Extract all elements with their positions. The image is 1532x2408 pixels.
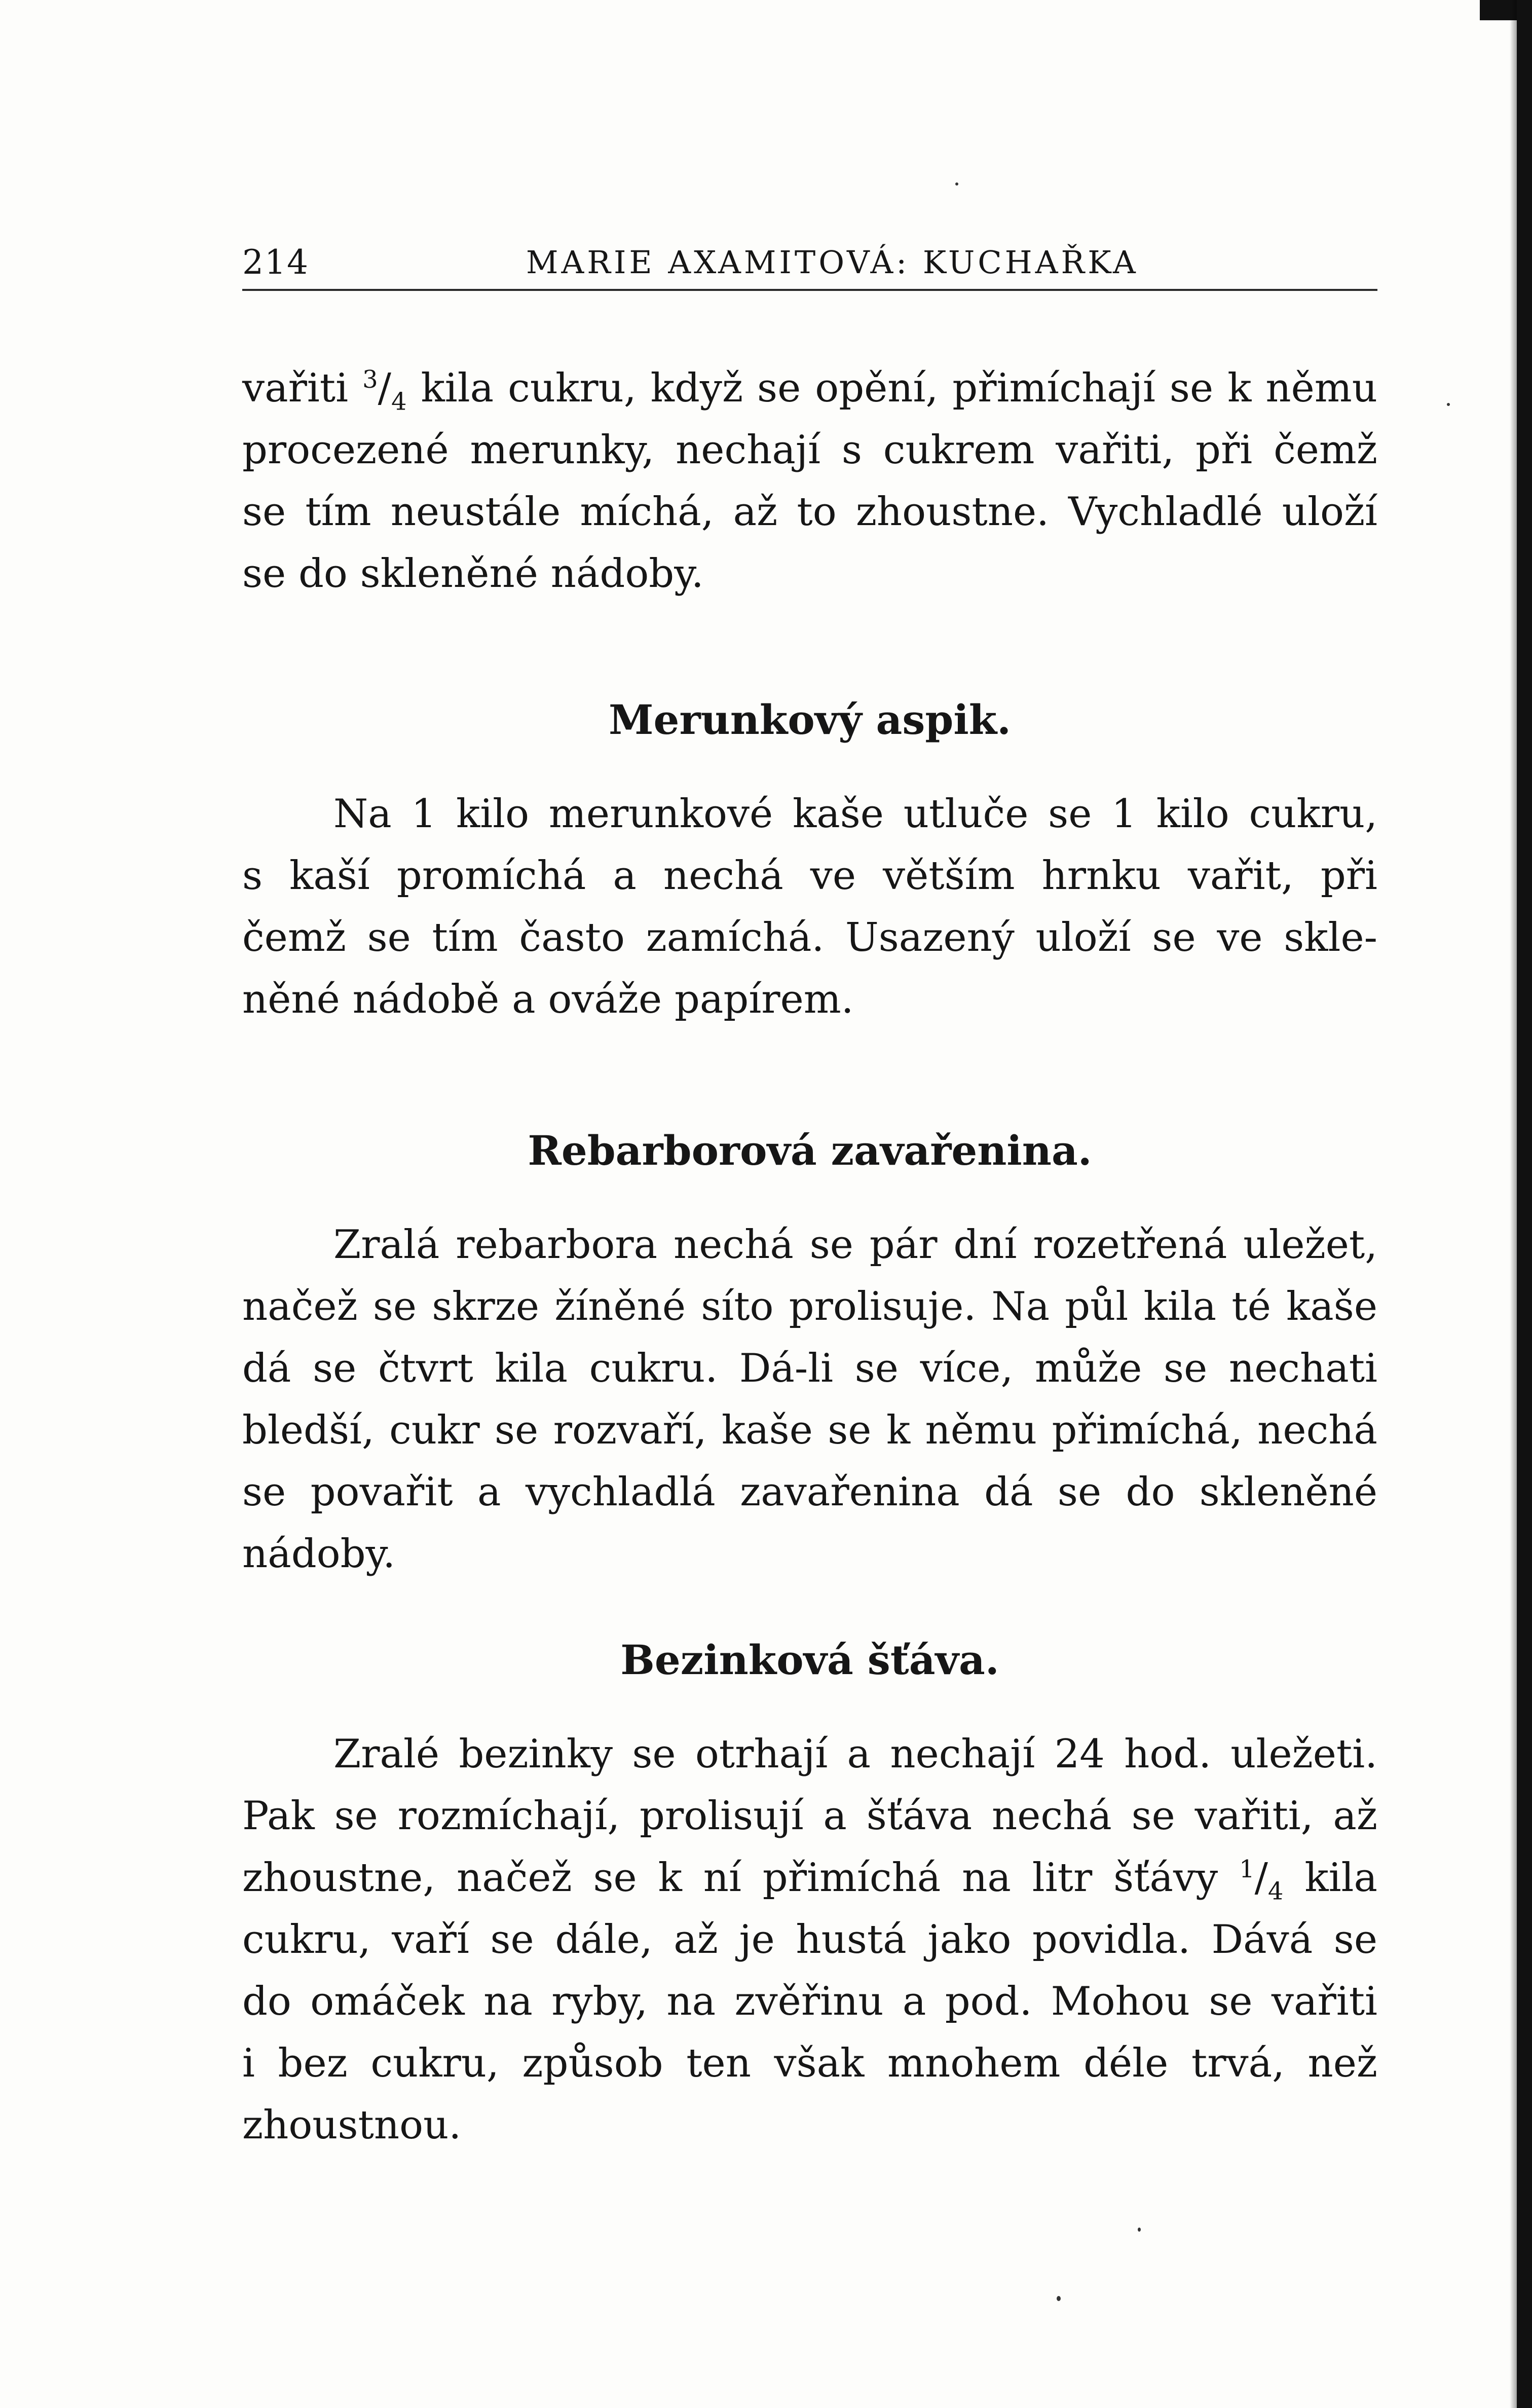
text-line: i bez cukru, způsob ten však mnohem déle trvá, než xyxy=(242,2041,1377,2086)
page-number: 214 xyxy=(242,243,309,282)
text-line: do omáček na ryby, na zvěřinu a pod. Mohou se vařiti xyxy=(242,1979,1377,2024)
text-line: s kaší promíchá a nechá ve větším hrnku vařit, při xyxy=(242,853,1377,899)
running-title: MARIE AXAMITOVÁ: KUCHAŘKA xyxy=(526,244,1139,281)
section-heading-merunkovy-aspik: Merunkový aspik. xyxy=(608,696,1012,744)
section-heading-bezinkova-stava: Bezinková šťáva. xyxy=(620,1636,999,1684)
text-run: zhoustne, načež se k ní přimíchá na litr šťávy xyxy=(242,1855,1240,1901)
fraction-numerator: 3 xyxy=(362,365,378,394)
text-line: Pak se rozmíchají, prolisují a šťáva nechá se vařiti, až xyxy=(242,1793,1377,1839)
section-body-bezinkova-stava xyxy=(242,1723,1377,2156)
text-line: čemž se tím často zamíchá. Usazený uloží se ve skle- xyxy=(242,915,1377,960)
text-line: načež se skrze žíněné síto prolisuje. Na půl kila té kaše xyxy=(242,1284,1377,1329)
text-line: nádoby. xyxy=(242,1531,396,1577)
text-run: kila xyxy=(1283,1855,1377,1901)
scan-speck xyxy=(1138,2228,1141,2232)
fraction-denominator: 4 xyxy=(391,387,407,416)
fraction-one-quarter xyxy=(1239,1855,1284,1906)
text-line: procezené merunky, nechají s cukrem vařiti, při čemž xyxy=(242,427,1377,473)
fraction-slash: / xyxy=(378,365,391,411)
text-line: Zralá rebarbora nechá se pár dní rozetřená uležet, xyxy=(333,1222,1377,1268)
section-body-merunkovy-aspik xyxy=(242,783,1377,1030)
section-heading-rebarborova-zavarenina: Rebarborová zavařenina. xyxy=(528,1127,1092,1174)
text-line: cukru, vaří se dále, až je hustá jako povidla. Dává se xyxy=(242,1917,1377,1962)
text-line xyxy=(242,357,1377,419)
text-line: se povařit a vychladlá zavařenina dá se do skleněné xyxy=(242,1469,1377,1515)
binding-shadow xyxy=(1510,0,1517,2408)
scan-speck xyxy=(955,182,958,186)
text-run: kila cukru, když se opění, přimíchají se k němu xyxy=(406,365,1377,411)
text-line: bledší, cukr se rozvaří, kaše se k němu přimíchá, nechá xyxy=(242,1407,1377,1453)
scan-speck xyxy=(1447,403,1450,406)
fraction-three-quarters xyxy=(362,365,407,416)
text-line: dá se čtvrt kila cukru. Dá-li se více, může se nechati xyxy=(242,1346,1377,1391)
intro-paragraph xyxy=(242,357,1377,605)
text-line: Na 1 kilo merunkové kaše utluče se 1 kilo cukru, xyxy=(333,791,1377,837)
text-run: vařiti xyxy=(242,365,363,411)
scan-speck xyxy=(1057,2296,1061,2301)
running-head xyxy=(242,238,1377,291)
text-line: zhoustnou. xyxy=(242,2102,462,2148)
text-line: se tím neustále míchá, až to zhoustne. Vychladlé uloží xyxy=(242,489,1377,535)
fraction-denominator: 4 xyxy=(1267,1877,1284,1906)
text-line: se do skleněné nádoby. xyxy=(242,551,704,597)
text-line xyxy=(242,1847,1377,1909)
fraction-slash: / xyxy=(1254,1855,1268,1901)
text-line: něné nádobě a ováže papírem. xyxy=(242,977,854,1022)
text-line: Zralé bezinky se otrhají a nechají 24 hod. uležeti. xyxy=(333,1731,1377,1777)
scan-edge-right xyxy=(1517,0,1532,2408)
fraction-numerator: 1 xyxy=(1239,1855,1255,1883)
section-body-rebarborova-zavarenina xyxy=(242,1214,1377,1585)
